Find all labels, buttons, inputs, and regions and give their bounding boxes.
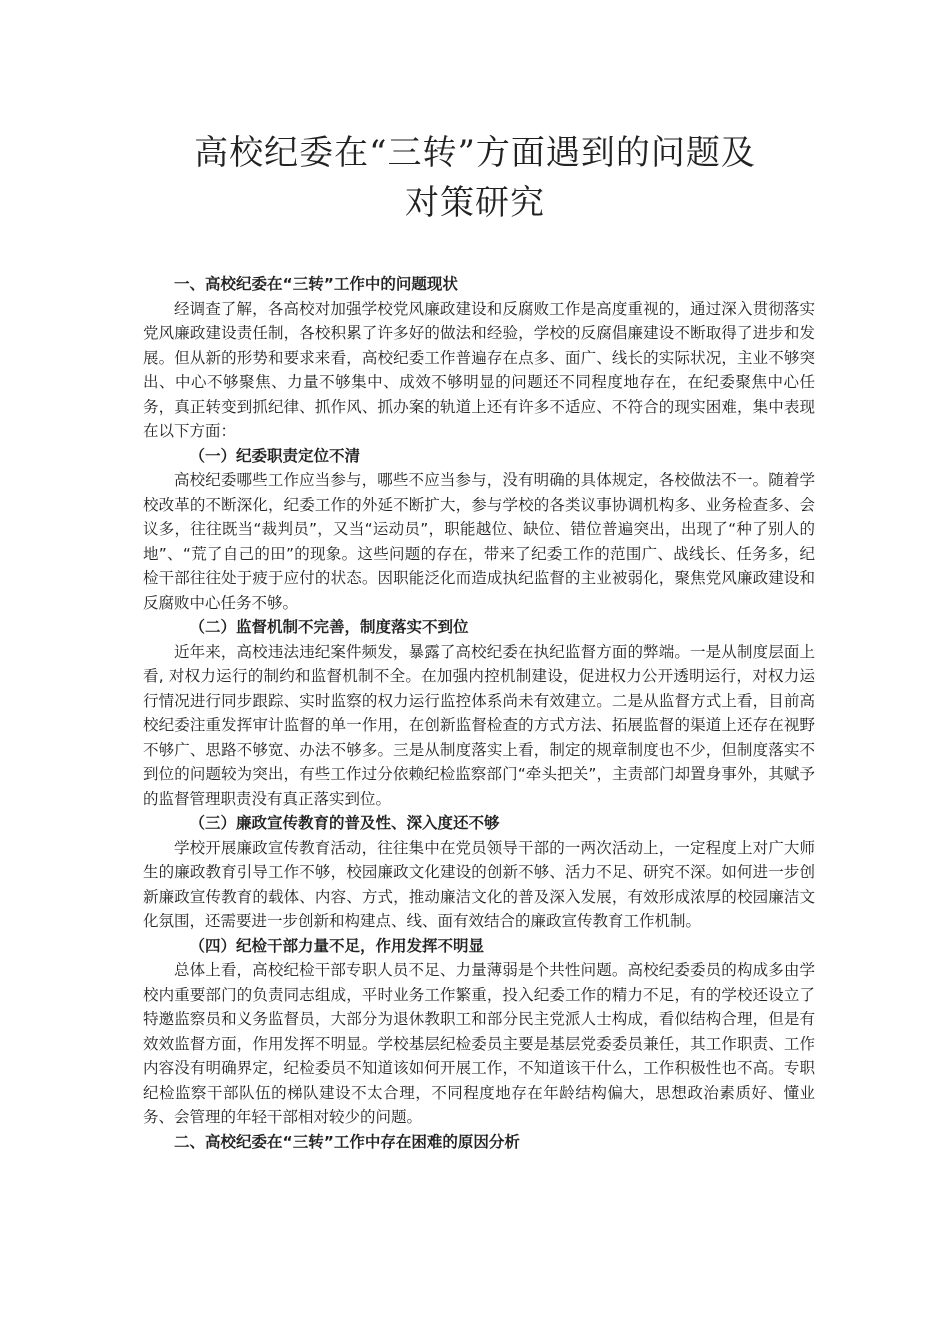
subsection-1-heading: （一）纪委职责定位不清: [189, 446, 361, 465]
document-title: [0, 128, 950, 228]
subsection-4-paragraph: 总体上看，高校纪检干部专职人员不足、力量薄弱是个共性问题。高校纪委委员的构成多由学校内重要部门的负责同志组成，平时业务工作繁重，投入纪委工作的精力不足，有的学校还设立了特邀监察员和义务监督员，大部分为退休教职工和部分民主党派人士构成，看似结构合理，但是有效效监督方面，作用发挥不明显。学校基层纪检委员主要是基层党委委员兼任，其工作职责、工作内容没有明确界定，纪检委员不知道该如何开展工作，不知道该干什么，工作积极性也不高。专职纪检监察干部队伍的梯队建设不太合理，不同程度地存在年龄结构偏大，思想政治素质好、懂业务、会管理的年轻干部相对较少的问题。: [143, 961, 815, 1126]
section-2-heading: 二、高校纪委在“三转”工作中存在困难的原因分析: [174, 1132, 520, 1151]
subsection-1-paragraph: 高校纪委哪些工作应当参与，哪些不应当参与，没有明确的具体规定，各校做法不一。随着学校改革的不断深化，纪委工作的外延不断扩大，参与学校的各类议事协调机构多、业务检查多、会议多，往往既当“裁判员”，又当“运动员”，职能越位、缺位、错位普遍突出，出现了“种了别人的地”、“荒了自己的田”的现象。这些问题的存在，带来了纪委工作的范围广、战线长、任务多，纪检干部往往处于疲于应付的状态。因职能泛化而造成执纪监督的主业被弱化，聚焦党风廉政建设和反腐败中心任务不够。: [143, 471, 815, 612]
title-line-1: 高校纪委在“三转”方面遇到的问题及: [194, 133, 756, 173]
subsection-2-heading: （二）监督机制不完善，制度落实不到位: [189, 618, 469, 636]
subsection-2-paragraph: 近年来，高校违法违纪案件频发，暴露了高校纪委在执纪监督方面的弊端。一是从制度层面上看, 对权力运行的制约和监督机制不全。在加强内控机制建设，促进权力公开透明运行，对权力运行情况进行同步跟踪、实时监察的权力运行监控体系尚未有效建立。二是从监督方式上看，目前高校纪委注重发挥审计监督的单一作用，在创新监督检查的方式方法、拓展监督的渠道上还存在视野不够广、思路不够宽、办法不够多。三是从制度落实上看，制定的规章制度也不少，但制度落实不到位的问题较为突出，有些工作过分依赖纪检监察部门“牵头把关”，主责部门却置身事外，其赋予的监督管理职责没有真正落实到位。: [143, 642, 815, 808]
title-line-2: 对策研究: [405, 183, 545, 223]
document-body: [143, 272, 815, 1154]
subsection-3-heading: （三）廉政宣传教育的普及性、深入度还不够: [189, 814, 500, 832]
subsection-4-heading: （四）纪检干部力量不足，作用发挥不明显: [189, 936, 485, 955]
subsection-3-paragraph: 学校开展廉政宣传教育活动，往往集中在党员领导干部的一两次活动上，一定程度上对广大师生的廉政教育引导工作不够，校园廉政文化建设的创新不够、活力不足、研究不深。如何进一步创新廉政宣传教育的载体、内容、方式，推动廉洁文化的普及深入发展，有效形成浓厚的校园廉洁文化氛围，还需要进一步创新和构建点、线、面有效结合的廉政宣传教育工作机制。: [143, 838, 815, 930]
section-1-intro-paragraph: 经调查了解，各高校对加强学校党风廉政建设和反腐败工作是高度重视的，通过深入贯彻落实党风廉政建设责任制，各校积累了许多好的做法和经验，学校的反腐倡廉建设不断取得了进步和发展。但从新的形势和要求来看，高校纪委工作普遍存在点多、面广、线长的实际状况，主业不够突出、中心不够聚焦、力量不够集中、成效不够明显的问题还不同程度地存在，在纪委聚焦中心任务，真正转变到抓纪律、抓作风、抓办案的轨道上还有许多不适应、不符合的现实困难，集中表现在以下方面：: [143, 299, 815, 440]
section-1-heading: 一、高校纪委在“三转”工作中的问题现状: [174, 275, 458, 293]
